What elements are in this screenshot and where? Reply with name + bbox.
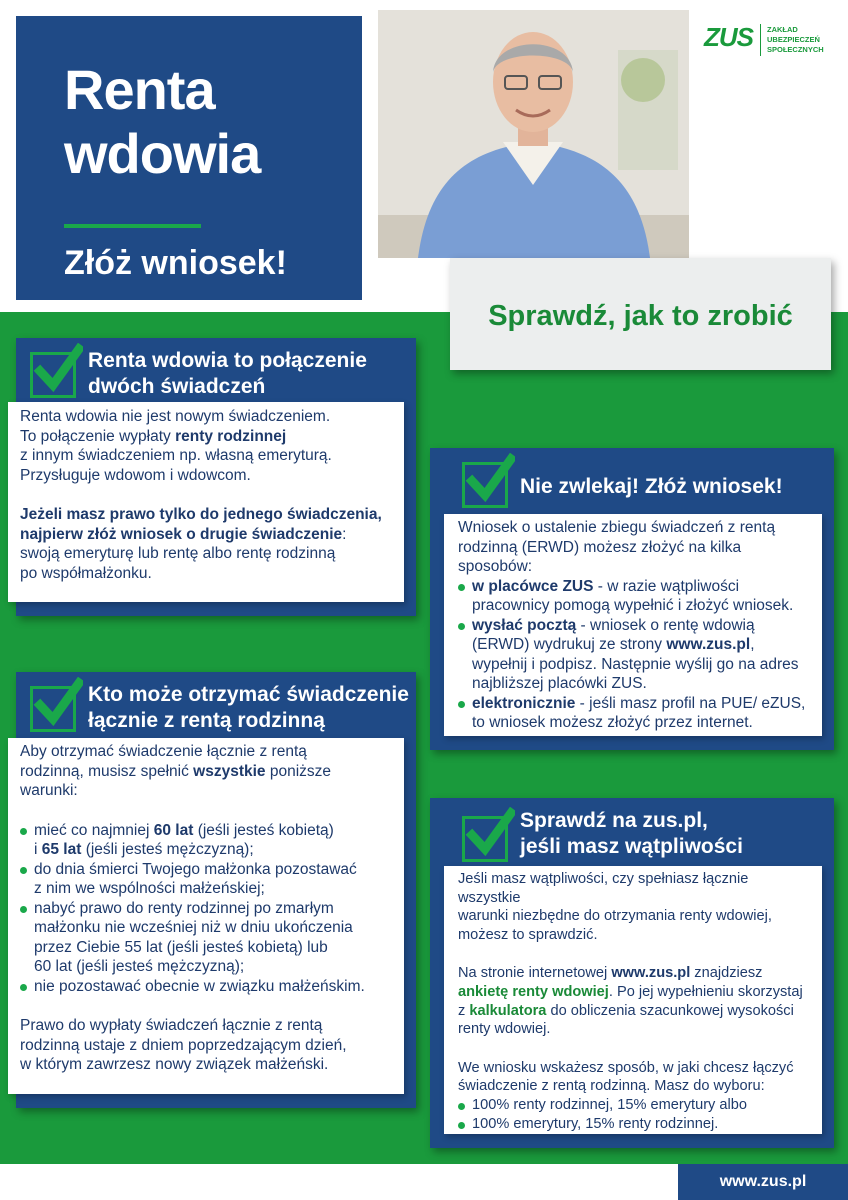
- hero-title: Renta wdowia: [64, 58, 261, 185]
- list-item: do dnia śmierci Twojego małżonka pozostawać z nim we wspólności małżeńskiej;: [20, 860, 392, 899]
- checkbox-check-icon: [30, 686, 76, 732]
- list-item: mieć co najmniej 60 lat (jeśli jesteś kobietą) i 65 lat (jeśli jesteś mężczyzną);: [20, 821, 392, 860]
- logo-divider: [760, 24, 761, 56]
- zus-logo-mark: ZUS: [704, 22, 753, 52]
- ankieta-link[interactable]: ankietę renty wdowiej: [458, 983, 609, 1000]
- list-item: 100% renty rodzinnej, 15% emerytury albo: [458, 1096, 808, 1115]
- list-item: nabyć prawo do renty rodzinnej po zmarłym małżonku nie wcześniej niż w dniu ukończenia przez Ciebie 55 lat (jeśli jesteś kobietą) lub 60 lat (jeśli jesteś mężczyzną);: [20, 899, 392, 977]
- list-item: w placówce ZUS - w razie wątpliwości pracownicy pomogą wypełnić i złożyć wniosek.: [458, 577, 808, 616]
- cta-box: [450, 258, 831, 370]
- cta-text: Sprawdź, jak to zrobić: [488, 300, 793, 332]
- zus-logo-name: ZAKŁAD UBEZPIECZEŃ SPOŁECZNYCH: [767, 25, 824, 54]
- checkbox-check-icon: [30, 352, 76, 398]
- card-nie-zwlekaj: [430, 448, 834, 750]
- card-body: Jeśli masz wątpliwości, czy spełniasz łącznie wszystkie warunki niezbędne do otrzymania renty wdowiej, możesz to sprawdzić. Na stronie internetowej www.zus.pl znajdziesz ankietę renty wdowiej. Po jej wypełnieniu skorzystaj z kalkulatora do obliczenia szacunkowej wysokości renty wdowiej. We wniosku wskażesz sposób, w jaki chcesz łączyć świadczenie z rentą rodzinną. Masz do wyboru: 100% renty rodzinnej, 15% emerytury albo 100% emerytury, 15% renty rodzinnej.: [444, 866, 822, 1134]
- card-heading: Kto może otrzymać świadczenie łącznie z rentą rodzinną: [88, 683, 409, 732]
- hero-title-block: [16, 16, 362, 300]
- card-sprawdz: [430, 798, 834, 1148]
- footer: [0, 1170, 848, 1200]
- list-item: elektronicznie - jeśli masz profil na PUE/ eZUS, to wniosek możesz złożyć przez internet.: [458, 694, 808, 733]
- hero-subtitle: Złóż wniosek!: [64, 244, 287, 282]
- list-item: 100% emerytury, 15% renty rodzinnej.: [458, 1115, 808, 1134]
- card-heading: Renta wdowia to połączenie dwóch świadczeń: [88, 349, 367, 398]
- card-body: Renta wdowia nie jest nowym świadczeniem. To połączenie wypłaty renty rodzinnej z innym świadczeniem np. własną emeryturą. Przysługuje wdowom i wdowcom. Jeżeli masz prawo tylko do jednego świadczenia, najpierw złóż wniosek o drugie świadczenie: swoją emeryturę lub rentę albo rentę rodzinną po współmałżonku.: [8, 402, 404, 602]
- checkbox-check-icon: [462, 462, 508, 508]
- hero-divider: [64, 224, 201, 228]
- list-item: nie pozostawać obecnie w związku małżeńskim.: [20, 977, 392, 997]
- card-heading: Nie zwlekaj! Złóż wniosek!: [520, 475, 783, 498]
- kalkulator-link[interactable]: kalkulatora: [469, 1002, 547, 1019]
- zus-logo[interactable]: [704, 22, 834, 58]
- card-kto-moze: [16, 672, 416, 1108]
- card-body: Aby otrzymać świadczenie łącznie z rentą rodzinną, musisz spełnić wszystkie poniższe warunki: mieć co najmniej 60 lat (jeśli jesteś kobietą) i 65 lat (jeśli jesteś mężczyzną); do dnia śmierci Twojego małżonka pozostawać z nim we wspólności małżeńskiej; nabyć prawo do renty rodzinnej po zmarłym małżonku nie wcześniej niż w dniu ukończenia przez Ciebie 55 lat (jeśli jesteś kobietą) lub 60 lat (jeśli jesteś mężczyzną); nie pozostawać obecnie w związku małżeńskim. Prawo do wypłaty świadczeń łącznie z rentą rodzinną ustaje z dniem poprzedzającym dzień, w którym zawrzesz nowy związek małżeński.: [8, 738, 404, 1094]
- card-body: Wniosek o ustalenie zbiegu świadczeń z rentą rodzinną (ERWD) możesz złożyć na kilka sposobów: w placówce ZUS - w razie wątpliwości pracownicy pomogą wypełnić i złożyć wniosek. wysłać pocztą - wniosek o rentę wdowią (ERWD) wydrukuj ze strony www.zus.pl, wypełnij i podpisz. Następnie wyślij go na adres najbliższej placówki ZUS. elektronicznie - jeśli masz profil na PUE/ eZUS, to wniosek możesz złożyć przez internet.: [444, 514, 822, 736]
- footer-url-link[interactable]: www.zus.pl: [678, 1164, 848, 1200]
- list-item: wysłać pocztą - wniosek o rentę wdowią (ERWD) wydrukuj ze strony www.zus.pl, wypełnij i podpisz. Następnie wyślij go na adres najbliższej placówki ZUS.: [458, 616, 808, 694]
- card-renta-wdowia: [16, 338, 416, 616]
- card-heading: Sprawdź na zus.pl, jeśli masz wątpliwości: [520, 809, 743, 858]
- checkbox-check-icon: [462, 816, 508, 862]
- senior-man-photo: [378, 10, 689, 258]
